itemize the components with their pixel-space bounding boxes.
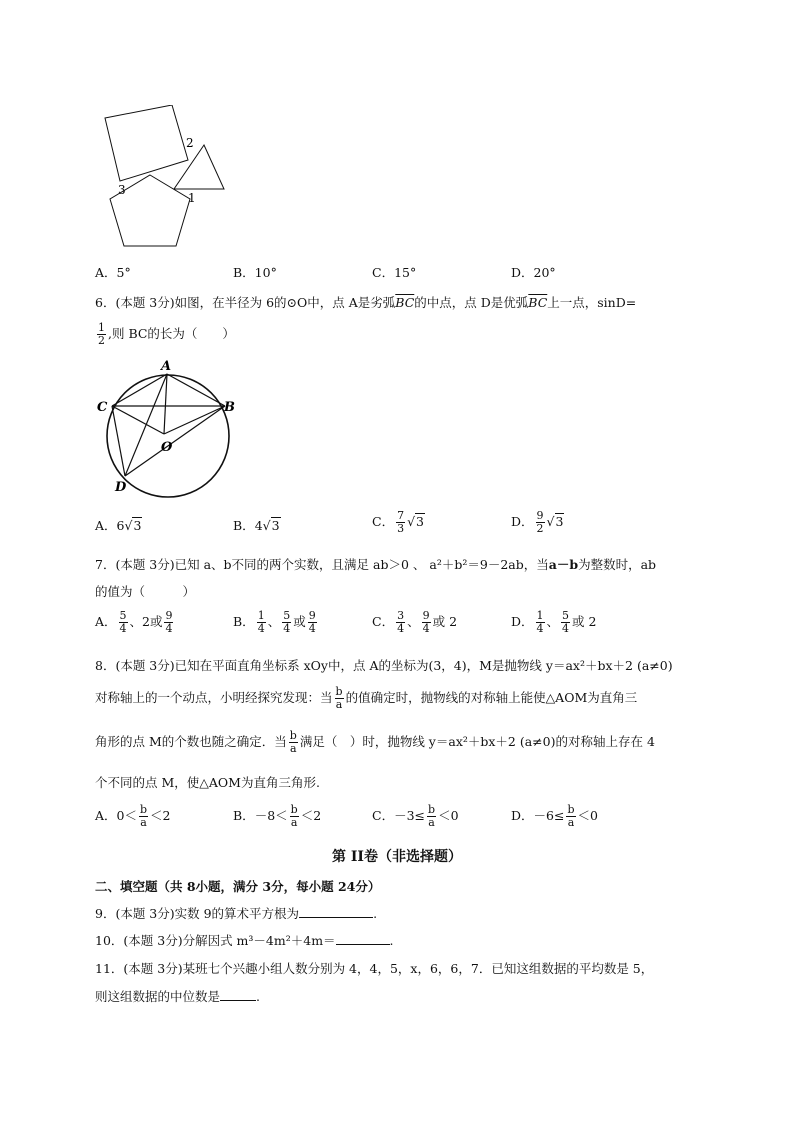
point-label-d: D <box>115 480 127 495</box>
q6-option-a-prefix: A． <box>95 518 117 533</box>
q8-fraction-2 <box>289 730 298 755</box>
q8-stem-line4: 个不同的点 M，使△AOM为直角三角形. <box>95 775 320 790</box>
q6-option-d-den: 2 <box>536 522 544 535</box>
q7-option-d-tail: 或 2 <box>572 614 597 629</box>
q10-end: . <box>389 933 394 948</box>
frac-num: 9 <box>422 609 430 622</box>
q5-option-b[interactable]: B．10° <box>233 265 277 280</box>
frac-num: 5 <box>562 609 570 622</box>
q7-option-d[interactable] <box>511 610 596 635</box>
q7-option-c-frac2 <box>422 610 431 635</box>
q7-option-a-frac2 <box>164 610 173 635</box>
frac-num: b <box>289 729 297 742</box>
angle-label-1: 1 <box>188 191 196 205</box>
q8-option-a-prefix: A． <box>95 808 117 823</box>
q6-arc-minor: $\overline{BC}$ <box>395 295 415 310</box>
q8-option-c-right: ＜0 <box>438 808 459 823</box>
frac-den: 4 <box>283 622 291 635</box>
section-heading: 二、填空题（共 8小题，满分 3分，每小题 24分） <box>95 879 381 894</box>
q9-text: 9．(本题 3分)实数 9的算术平方根为 <box>95 906 300 921</box>
q6-option-d-num: 9 <box>536 509 544 522</box>
q7-option-d-mid: 、 <box>546 614 560 629</box>
q7-stem-line1 <box>95 555 656 573</box>
q6-text-a: 6．(本题 3分)如图，在半径为 6的⊙O中，点 A是劣弧 <box>95 295 396 310</box>
q7-bold-expr: a－b <box>548 557 579 572</box>
q6-option-c[interactable]: C． $\frac{7}{3}$ √3 <box>372 509 424 535</box>
q8-option-b-prefix: B． <box>233 808 255 823</box>
q8-fraction-1 <box>335 686 344 711</box>
frac-den: 4 <box>562 622 570 635</box>
q7-option-b-prefix: B． <box>233 614 255 629</box>
q8-stem-line3 <box>95 730 655 755</box>
q9-stem <box>95 904 377 922</box>
q6-frac-den: 2 <box>98 334 105 347</box>
q5-figure <box>100 105 230 250</box>
q11-answer-blank[interactable] <box>220 988 256 1001</box>
q6-option-b-rad: 3 <box>271 518 280 533</box>
q7-option-c-tail: 或 2 <box>432 614 458 629</box>
q8-option-d-prefix: D． <box>511 808 534 823</box>
frac-den: a <box>567 816 575 829</box>
q11-text: 则这组数据的中位数是 <box>95 989 221 1004</box>
frac-num: b <box>139 803 148 816</box>
frac-den: 4 <box>257 622 265 635</box>
q6-option-c-prefix: C． <box>372 514 395 529</box>
q8-option-a[interactable] <box>95 804 170 829</box>
q6-option-b-prefix: B． <box>233 518 255 533</box>
q6-option-c-rad: 3 <box>416 514 424 529</box>
q11-stem-line2 <box>95 987 260 1005</box>
q6-option-d-frac <box>536 510 545 535</box>
q5-option-a[interactable]: A．5° <box>95 265 131 280</box>
q6-text-c: 上一点，sinD= <box>547 295 637 310</box>
q8-option-d[interactable] <box>511 804 598 829</box>
q8-text-c: 角形的点 M的个数也随之确定．当 <box>95 734 287 749</box>
circle-o <box>107 375 229 497</box>
frac-den: 4 <box>119 622 127 635</box>
q11-end: . <box>256 989 260 1004</box>
q7-option-d-prefix: D． <box>511 614 534 629</box>
q10-answer-blank[interactable] <box>336 932 390 945</box>
frac-den: 4 <box>536 622 544 635</box>
q8-option-c[interactable] <box>372 804 459 829</box>
q7-option-b-frac1 <box>257 610 266 635</box>
q7-option-b-tail: 或 <box>293 614 306 629</box>
frac-num: 9 <box>165 609 173 622</box>
q6-option-c-frac <box>396 510 405 535</box>
frac-num: 3 <box>397 609 405 622</box>
q6-option-d[interactable]: D． $\frac{9}{2}$ √3 <box>511 509 564 535</box>
q8-option-a-frac <box>139 804 148 829</box>
q6-option-b[interactable]: B．4√3 <box>233 518 280 533</box>
q8-option-d-right: ＜0 <box>577 808 598 823</box>
triangle-shape <box>174 145 224 189</box>
frac-den: a <box>428 816 435 829</box>
q7-option-a-prefix: A． <box>95 614 117 629</box>
q9-answer-blank[interactable] <box>299 905 373 918</box>
q8-text-b: 的值确定时，抛物线的对称轴上能使△AOM为直角三 <box>345 690 638 705</box>
q11-stem-line1: 11．(本题 3分)某班七个兴趣小组人数分别为 4，4，5，x，6，6，7．已知这组数据的平均数是 5， <box>95 961 654 976</box>
point-label-b: B <box>224 400 235 415</box>
q6-fraction <box>97 322 106 347</box>
q6-option-a[interactable]: A．6√3 <box>95 518 142 533</box>
frac-den: 4 <box>397 622 405 635</box>
frac-num: b <box>335 685 343 698</box>
q8-option-c-frac <box>427 804 436 829</box>
frac-num: 5 <box>283 609 291 622</box>
q7-option-b-frac2 <box>282 610 291 635</box>
q9-end: . <box>373 906 378 921</box>
frac-num: 1 <box>536 609 544 622</box>
frac-den: a <box>140 816 147 829</box>
angle-label-2: 2 <box>186 136 194 150</box>
q7-stem-line2: 的值为（ ） <box>95 584 196 599</box>
q5-option-d[interactable]: D．20° <box>511 265 556 280</box>
q7-text-b: 为整数时，ab <box>578 557 657 572</box>
q6-option-a-coef: 6 <box>116 518 125 533</box>
q6-arc-major: $\overline{BC}$ <box>528 295 548 310</box>
angle-label-3: 3 <box>118 183 126 197</box>
q7-option-a[interactable] <box>95 610 175 635</box>
q6-option-c-num: 7 <box>397 509 405 522</box>
frac-num: 1 <box>257 609 265 622</box>
q8-option-b-frac <box>290 804 299 829</box>
q7-option-a-frac1 <box>119 610 128 635</box>
frac-den: 4 <box>308 622 316 635</box>
q8-option-d-left: －6≤ <box>533 808 565 823</box>
q6-frac-num: 1 <box>98 321 105 334</box>
q6-option-b-coef: 4 <box>254 518 263 533</box>
q8-text-a: 对称轴上的一个动点，小明经探究发现：当 <box>95 690 333 705</box>
point-label-o: O <box>161 440 173 455</box>
q8-option-b-right: ＜2 <box>300 808 322 823</box>
q7-option-c-frac1 <box>396 610 405 635</box>
q8-option-d-frac <box>566 804 575 829</box>
q6-option-a-rad: 3 <box>133 518 142 533</box>
frac-num: 5 <box>119 609 127 622</box>
q7-option-d-frac1 <box>536 610 545 635</box>
q7-option-d-frac2 <box>561 610 570 635</box>
q8-option-c-left: －3≤ <box>394 808 426 823</box>
point-label-a: A <box>161 359 172 374</box>
q8-option-b[interactable] <box>233 804 321 829</box>
q7-option-b-frac3 <box>308 610 317 635</box>
frac-den: a <box>290 816 298 829</box>
q8-stem-line2 <box>95 686 637 711</box>
frac-den: 4 <box>422 622 430 635</box>
q8-option-c-prefix: C． <box>372 808 395 823</box>
q7-text-a: 7．(本题 3分)已知 a、b不同的两个实数，且满足 ab＞0 、 a²＋b²＝9－2ab，当 <box>95 557 549 572</box>
frac-num: b <box>567 803 575 816</box>
q8-option-a-left: 0＜ <box>116 808 137 823</box>
frac-num: b <box>290 803 298 816</box>
q8-stem-line1: 8．(本题 3分)已知在平面直角坐标系 xOy中，点 A的坐标为(3，4)，M是抛物线 y＝ax²＋bx＋2 (a≠0) <box>95 658 673 673</box>
q10-stem <box>95 931 394 949</box>
square-shape <box>105 105 188 181</box>
frac-num: b <box>428 803 436 816</box>
q7-option-b[interactable] <box>233 610 319 635</box>
q5-option-c[interactable]: C．15° <box>372 265 417 280</box>
q6-option-d-rad: 3 <box>555 514 564 529</box>
q7-option-c-mid: 、 <box>407 614 420 629</box>
section-title: 第 II卷（非选择题） <box>332 849 462 865</box>
frac-den: a <box>290 742 297 755</box>
q6-text-end: ,则 BC的长为（ ） <box>108 326 235 341</box>
frac-den: a <box>335 698 343 711</box>
frac-den: 4 <box>165 622 173 635</box>
q8-option-b-left: －8＜ <box>254 808 288 823</box>
q6-option-c-den: 3 <box>397 522 405 535</box>
q7-option-c[interactable] <box>372 610 457 635</box>
q8-text-d: 满足（ ）时，抛物线 y＝ax²＋bx＋2 (a≠0)的对称轴上存在 4 <box>299 734 655 749</box>
q7-option-b-mid: 、 <box>267 614 281 629</box>
point-label-c: C <box>97 400 108 415</box>
q6-stem-line2 <box>95 322 235 347</box>
q6-circle-figure <box>96 358 242 500</box>
q10-text: 10．(本题 3分)分解因式 m³－4m²＋4m＝ <box>95 933 336 948</box>
q7-option-c-prefix: C． <box>372 614 395 629</box>
frac-num: 9 <box>308 609 316 622</box>
q7-option-a-mid: 、2或 <box>129 614 163 629</box>
q6-text-b: 的中点，点 D是优弧 <box>414 295 529 310</box>
q8-option-a-right: ＜2 <box>150 808 171 823</box>
q6-option-d-prefix: D． <box>511 514 534 529</box>
q6-stem-line1 <box>95 293 636 311</box>
